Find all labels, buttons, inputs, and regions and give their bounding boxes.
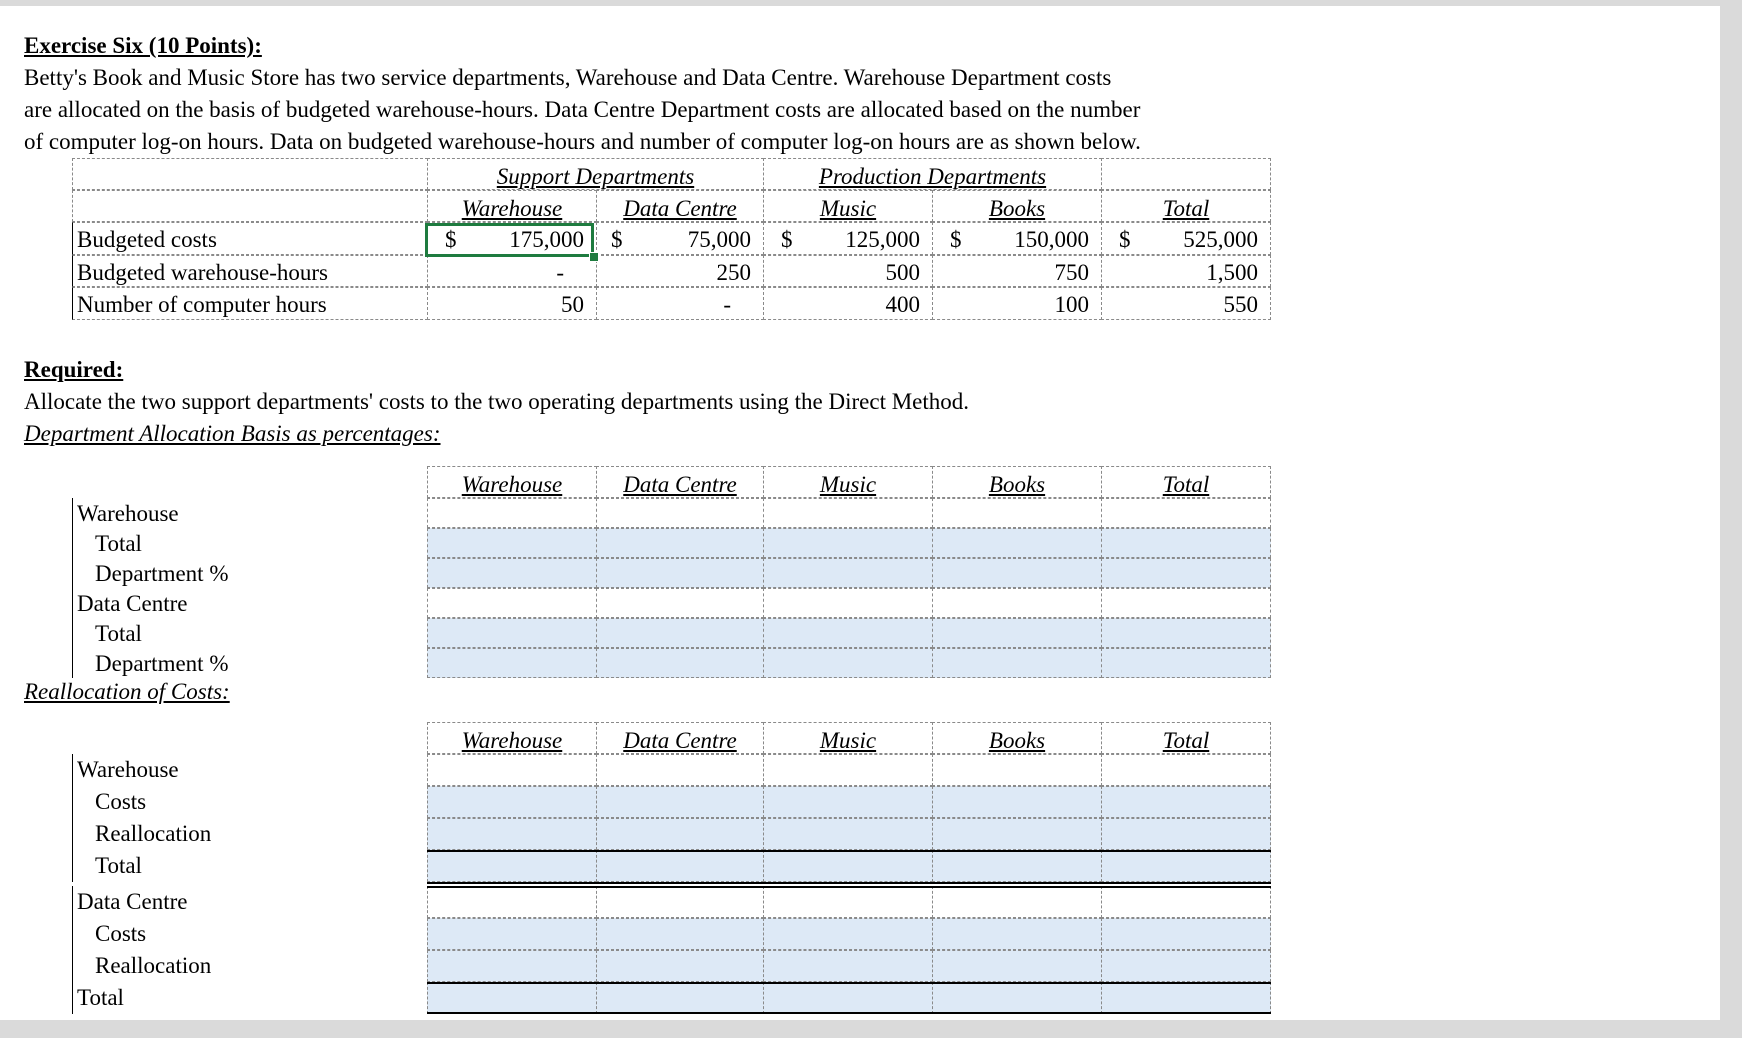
realloc-input-cell[interactable] <box>763 886 933 918</box>
realloc-row-label-3[interactable]: Total <box>72 850 427 882</box>
realloc-row-label-2[interactable]: Reallocation <box>72 818 427 850</box>
basis-input-cell[interactable] <box>596 528 764 558</box>
basis-row-label-3[interactable]: Data Centre <box>72 588 427 618</box>
realloc-input-cell[interactable] <box>932 850 1102 882</box>
realloc-input-cell[interactable] <box>932 754 1102 786</box>
realloc-input-cell[interactable] <box>596 754 764 786</box>
cell-warehouse-computer-hours[interactable]: 50 <box>427 287 597 320</box>
required-text: Allocate the two support departments' costs to the two operating departments using the Direct Method. <box>24 389 970 414</box>
basis-input-cell[interactable] <box>763 618 933 648</box>
realloc-row-label-1[interactable]: Costs <box>72 786 427 818</box>
worksheet <box>0 6 1720 1020</box>
basis-input-cell[interactable] <box>932 618 1102 648</box>
basis-input-cell[interactable] <box>763 648 933 678</box>
realloc-input-cell[interactable] <box>932 786 1102 818</box>
realloc-row-label-5[interactable]: Costs <box>72 918 427 950</box>
cell-books-warehouse-hours[interactable]: 750 <box>932 255 1102 287</box>
column-header-total[interactable]: Total <box>1101 190 1271 222</box>
basis-input-cell[interactable] <box>1101 558 1271 588</box>
fill-handle[interactable] <box>589 252 599 262</box>
cell-music-budgeted-costs[interactable]: $ 125,000 <box>763 222 933 255</box>
realloc-input-cell[interactable] <box>932 950 1102 982</box>
realloc-input-cell[interactable] <box>596 918 764 950</box>
realloc-input-cell[interactable] <box>1101 818 1271 850</box>
basis-input-cell[interactable] <box>427 498 597 528</box>
cell-warehouse-warehouse-hours[interactable]: - <box>427 255 597 287</box>
realloc-input-cell[interactable] <box>932 818 1102 850</box>
realloc-input-cell[interactable] <box>596 950 764 982</box>
line-below-warehouse-total <box>427 882 1271 884</box>
realloc-input-cell[interactable] <box>1101 754 1271 786</box>
realloc-input-cell[interactable] <box>596 786 764 818</box>
row-label-computer-hours[interactable]: Number of computer hours <box>72 287 428 320</box>
realloc-column-header-data-centre[interactable]: Data Centre <box>596 722 764 754</box>
realloc-input-cell[interactable] <box>427 850 597 882</box>
basis-input-cell[interactable] <box>1101 498 1271 528</box>
cell-music-computer-hours[interactable]: 400 <box>763 287 933 320</box>
basis-input-cell[interactable] <box>427 618 597 648</box>
cell-books-budgeted-costs[interactable]: $ 150,000 <box>932 222 1102 255</box>
basis-input-cell[interactable] <box>932 498 1102 528</box>
realloc-input-cell[interactable] <box>427 918 597 950</box>
basis-input-cell[interactable] <box>1101 528 1271 558</box>
production-departments-label: Production Departments <box>818 164 1047 189</box>
basis-column-header-books[interactable]: Books <box>932 466 1102 498</box>
required-heading: Required: <box>24 357 124 382</box>
group-header-total-blank[interactable] <box>1101 158 1271 190</box>
realloc-input-cell[interactable] <box>596 982 764 1014</box>
column-header-books[interactable]: Books <box>932 190 1102 222</box>
group-header-production[interactable] <box>763 158 1102 190</box>
realloc-input-cell[interactable] <box>1101 850 1271 882</box>
group-header-support[interactable] <box>427 158 764 190</box>
selected-cell-outline <box>425 223 594 257</box>
cell-total-budgeted-costs[interactable]: $ 525,000 <box>1101 222 1271 255</box>
intro-line-3: of computer log-on hours. Data on budgeted warehouse-hours and number of computer log-on hours are as shown below. <box>24 129 1141 154</box>
realloc-input-cell[interactable] <box>1101 950 1271 982</box>
basis-row-label-2[interactable]: Department % <box>72 558 427 588</box>
cell-data-centre-warehouse-hours[interactable]: 250 <box>596 255 764 287</box>
realloc-input-cell[interactable] <box>427 886 597 918</box>
basis-input-cell[interactable] <box>427 648 597 678</box>
realloc-input-cell[interactable] <box>596 850 764 882</box>
line-above-final-total <box>427 982 1271 984</box>
realloc-row-label-4[interactable]: Data Centre <box>72 886 427 918</box>
cell-music-warehouse-hours[interactable]: 500 <box>763 255 933 287</box>
row-label-budgeted-costs[interactable]: Budgeted costs <box>72 222 428 255</box>
reallocation-title: Reallocation of Costs: <box>24 679 230 704</box>
basis-column-header-data-centre[interactable]: Data Centre <box>596 466 764 498</box>
basis-column-header-music[interactable]: Music <box>763 466 933 498</box>
realloc-input-cell[interactable] <box>596 818 764 850</box>
line-above-warehouse-total <box>427 850 1271 852</box>
basis-input-cell[interactable] <box>427 588 597 618</box>
group-header-blank[interactable] <box>72 158 428 190</box>
basis-input-cell[interactable] <box>932 558 1102 588</box>
realloc-input-cell[interactable] <box>1101 918 1271 950</box>
cell-total-warehouse-hours[interactable]: 1,500 <box>1101 255 1271 287</box>
basis-row-label-5[interactable]: Department % <box>72 648 427 678</box>
column-header-warehouse[interactable]: Warehouse <box>427 190 597 222</box>
realloc-input-cell[interactable] <box>1101 886 1271 918</box>
realloc-input-cell[interactable] <box>427 950 597 982</box>
basis-input-cell[interactable] <box>596 558 764 588</box>
realloc-input-cell[interactable] <box>596 886 764 918</box>
column-header-music[interactable]: Music <box>763 190 933 222</box>
basis-input-cell[interactable] <box>427 528 597 558</box>
support-departments-label: Support Departments <box>496 164 695 189</box>
line-double-below-warehouse-total <box>427 886 1271 888</box>
realloc-input-cell[interactable] <box>763 754 933 786</box>
basis-row-label-0[interactable]: Warehouse <box>72 498 427 528</box>
realloc-input-cell[interactable] <box>763 850 933 882</box>
basis-input-cell[interactable] <box>763 528 933 558</box>
cell-data-centre-computer-hours[interactable]: - <box>596 287 764 320</box>
column-header-data-centre[interactable]: Data Centre <box>596 190 764 222</box>
realloc-column-header-total[interactable]: Total <box>1101 722 1271 754</box>
basis-input-cell[interactable] <box>763 558 933 588</box>
intro-line-1: Betty's Book and Music Store has two service departments, Warehouse and Data Centre. Warehouse Department costs <box>24 65 1112 90</box>
basis-input-cell[interactable] <box>1101 618 1271 648</box>
basis-input-cell[interactable] <box>596 588 764 618</box>
cell-books-computer-hours[interactable]: 100 <box>932 287 1102 320</box>
basis-row-label-1[interactable]: Total <box>72 528 427 558</box>
realloc-row-label-6[interactable]: Reallocation <box>72 950 427 982</box>
cell-warehouse-budgeted-costs[interactable]: $ 175,000 <box>427 222 597 255</box>
exercise-title: Exercise Six (10 Points): <box>24 33 262 58</box>
realloc-column-header-warehouse[interactable]: Warehouse <box>427 722 597 754</box>
realloc-input-cell[interactable] <box>427 818 597 850</box>
basis-input-cell[interactable] <box>763 498 933 528</box>
basis-input-cell[interactable] <box>932 588 1102 618</box>
row-label-budgeted-warehouse-hours[interactable]: Budgeted warehouse-hours <box>72 255 428 287</box>
intro-line-2: are allocated on the basis of budgeted warehouse-hours. Data Centre Department costs are allocated based on the number <box>24 97 1141 122</box>
realloc-input-cell[interactable] <box>427 754 597 786</box>
line-below-final-total <box>427 1012 1271 1014</box>
basis-input-cell[interactable] <box>596 618 764 648</box>
basis-row-label-4[interactable]: Total <box>72 618 427 648</box>
realloc-input-cell[interactable] <box>763 818 933 850</box>
basis-input-cell[interactable] <box>1101 588 1271 618</box>
basis-column-header-warehouse[interactable]: Warehouse <box>427 466 597 498</box>
realloc-input-cell[interactable] <box>932 918 1102 950</box>
realloc-input-cell[interactable] <box>763 786 933 818</box>
allocation-basis-title: Department Allocation Basis as percentages: <box>24 421 441 446</box>
basis-input-cell[interactable] <box>932 528 1102 558</box>
basis-input-cell[interactable] <box>596 498 764 528</box>
realloc-column-header-books[interactable]: Books <box>932 722 1102 754</box>
cell-total-computer-hours[interactable]: 550 <box>1101 287 1271 320</box>
realloc-input-cell[interactable] <box>1101 982 1271 1014</box>
cell-data-centre-budgeted-costs[interactable]: $ 75,000 <box>596 222 764 255</box>
realloc-input-cell[interactable] <box>763 982 933 1014</box>
basis-input-cell[interactable] <box>932 648 1102 678</box>
realloc-input-cell[interactable] <box>932 886 1102 918</box>
basis-input-cell[interactable] <box>596 648 764 678</box>
realloc-input-cell[interactable] <box>1101 786 1271 818</box>
realloc-input-cell[interactable] <box>932 982 1102 1014</box>
realloc-row-label-0[interactable]: Warehouse <box>72 754 427 786</box>
basis-column-header-total[interactable]: Total <box>1101 466 1271 498</box>
realloc-input-cell[interactable] <box>427 786 597 818</box>
realloc-input-cell[interactable] <box>763 950 933 982</box>
basis-input-cell[interactable] <box>763 588 933 618</box>
realloc-row-label-7[interactable]: Total <box>72 982 427 1014</box>
column-header-blank[interactable] <box>72 190 428 222</box>
realloc-input-cell[interactable] <box>427 982 597 1014</box>
realloc-input-cell[interactable] <box>763 918 933 950</box>
realloc-column-header-music[interactable]: Music <box>763 722 933 754</box>
basis-input-cell[interactable] <box>427 558 597 588</box>
basis-input-cell[interactable] <box>1101 648 1271 678</box>
